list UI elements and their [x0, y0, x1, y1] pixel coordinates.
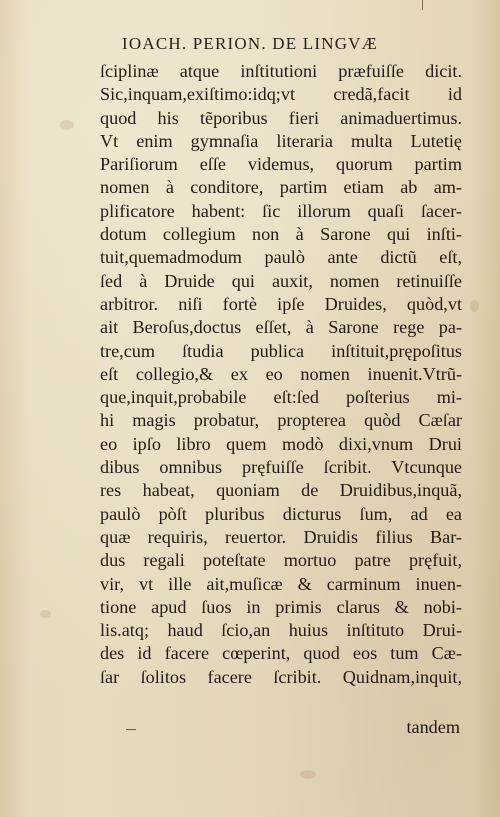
- paper-stain: [40, 610, 51, 618]
- running-head: IOACH. PERION. DE LINGVÆ: [122, 34, 378, 53]
- text-line: tione apud ſuos in primis clarus & nobi-: [100, 596, 462, 617]
- text-line: ſciplinæ atque inſtitutioni præfuiſſe dicit.: [100, 61, 462, 81]
- text-line: lis.atq; haud ſcio,an huius inſtituto Drui-: [100, 620, 462, 641]
- page-edge-mark: [422, 0, 423, 10]
- text-line: hi magis probatur, propterea quòd Cæſar: [100, 410, 462, 431]
- text-line: ſar ſolitos facere ſcribit. Quidnam,inquit,: [100, 666, 462, 687]
- text-line: nomen à conditore, partim etiam ab am-: [100, 177, 462, 198]
- text-line: ſed à Druide qui auxit, nomen retinuiſſe: [100, 270, 462, 291]
- text-line: tre,cum ſtudia publica inſtituit,prępoſitus: [100, 340, 462, 361]
- body-text: [100, 60, 462, 689]
- text-line: eſt collegio,& ex eo nomen inuenit.Vtrũ-: [100, 363, 462, 384]
- page-footer: [100, 717, 462, 741]
- paper-stain: [300, 770, 316, 779]
- text-line: quod his tẽporibus fieri animaduertimus.: [100, 107, 462, 128]
- text-line: tuit,quemadmodum paulò ante dictũ eſt,: [100, 247, 462, 268]
- text-line: plificatore habent: ſic illorum quaſi ſacer-: [100, 200, 462, 221]
- paper-stain: [470, 300, 479, 312]
- signature-mark: [126, 729, 136, 730]
- text-line: dus regali poteſtate mortuo patre pręfuit,: [100, 550, 462, 571]
- text-line: ait Beroſus,doctus eſſet, à Sarone rege pa-: [100, 317, 462, 338]
- text-line: des id facere cœperint, quod eos tum Cæ-: [100, 643, 462, 664]
- text-line: vir, vt ille ait,muſicæ & carminum inuen-: [100, 573, 462, 594]
- text-line: Sic,inquam,exiſtimo:idq;vt credã,facit id: [100, 84, 462, 105]
- text-line: arbitror. niſi fortè ipſe Druides, quòd,vt: [100, 293, 462, 314]
- text-line: eo ipſo libro quem modò dixi,vnum Drui: [100, 433, 462, 454]
- text-line: res habeat, quoniam de Druidibus,inquã,: [100, 480, 462, 501]
- paper-stain: [60, 120, 74, 130]
- text-line: Vt enim gymnaſia literaria multa Lutetię: [100, 130, 462, 151]
- text-line: dibus omnibus pręfuiſſe ſcribit. Vtcunque: [100, 457, 462, 478]
- text-line: paulò pòſt pluribus dicturus ſum, ad ea: [100, 503, 462, 524]
- text-line: quæ requiris, reuertor. Druidis filius Bar-: [100, 526, 462, 547]
- text-line: dotum collegium non à Sarone qui inſti-: [100, 224, 462, 245]
- text-line: Pariſiorum eſſe videmus, quorum partim: [100, 154, 462, 175]
- catchword: tandem: [406, 717, 460, 737]
- text-line: que,inquit,probabile eſt:ſed poſterius mi-: [100, 387, 462, 408]
